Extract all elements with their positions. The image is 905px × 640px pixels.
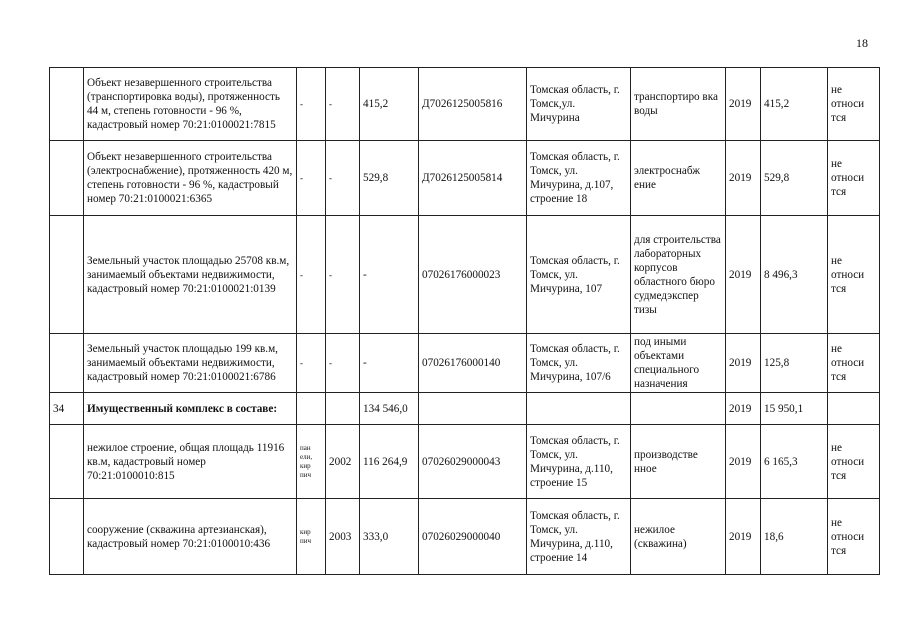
status [828,393,880,425]
registry-number: 07026029000043 [419,425,527,499]
purpose: для строительства лабораторных корпусов областного бюро судмедэкспер тизы [631,216,726,334]
wall-material: - [297,334,326,393]
address: Томская область, г. Томск, ул. Мичурина, д.110, строение 15 [527,425,631,499]
build-year: 2002 [326,425,360,499]
purpose [631,393,726,425]
value: 6 165,3 [761,425,828,499]
wall-material: - [297,216,326,334]
build-year: 2003 [326,499,360,575]
area: 333,0 [360,499,419,575]
purpose: транспортиро вка воды [631,68,726,141]
address [527,393,631,425]
build-year: - [326,141,360,216]
area: - [360,334,419,393]
address: Томская область, г. Томск, ул. Мичурина, 107/6 [527,334,631,393]
status: не относи тся [828,216,880,334]
purpose: нежилое (скважина) [631,499,726,575]
date: 2019 [726,499,761,575]
value: 415,2 [761,68,828,141]
registry-number: 07026176000140 [419,334,527,393]
address: Томская область, г. Томск, ул. Мичурина, д.107, строение 18 [527,141,631,216]
wall-material: пан ели, кир пич [297,425,326,499]
wall-material: - [297,68,326,141]
object-description: Объект незавершенного строительства (электроснабжение), протяженность 420 м, степень готовности - 96 %, кадастровый номер 70:21:0100021:6365 [84,141,297,216]
row-number [50,68,84,141]
table-row [50,334,880,393]
area: 116 264,9 [360,425,419,499]
purpose: под иными объектами специального назначения [631,334,726,393]
registry-number: Д7026125005814 [419,141,527,216]
wall-material: - [297,141,326,216]
build-year [326,393,360,425]
area: 134 546,0 [360,393,419,425]
value: 125,8 [761,334,828,393]
date: 2019 [726,216,761,334]
build-year: - [326,334,360,393]
value: 18,6 [761,499,828,575]
status: не относи тся [828,499,880,575]
object-description: нежилое строение, общая площадь 11916 кв.м, кадастровый номер 70:21:0100010:815 [84,425,297,499]
date: 2019 [726,393,761,425]
status: не относи тся [828,425,880,499]
date: 2019 [726,141,761,216]
address: Томская область, г. Томск, ул. Мичурина, 107 [527,216,631,334]
wall-material: кир пич [297,499,326,575]
row-number [50,216,84,334]
registry-number: 07026176000023 [419,216,527,334]
registry-number [419,393,527,425]
table-row [50,499,880,575]
object-description: Земельный участок площадью 25708 кв.м, занимаемый объектами недвижимости, кадастровый номер 70:21:0100021:0139 [84,216,297,334]
table-row [50,216,880,334]
date: 2019 [726,425,761,499]
registry-number: 07026029000040 [419,499,527,575]
status: не относи тся [828,68,880,141]
page-number: 18 [856,36,868,50]
object-description: Земельный участок площадью 199 кв.м, занимаемый объектами недвижимости, кадастровый номер 70:21:0100021:6786 [84,334,297,393]
date: 2019 [726,68,761,141]
wall-material [297,393,326,425]
value: 529,8 [761,141,828,216]
row-number [50,499,84,575]
build-year: - [326,216,360,334]
row-number [50,141,84,216]
object-description: Имущественный комплекс в составе: [84,393,297,425]
area: 529,8 [360,141,419,216]
table-row [50,68,880,141]
status: не относи тся [828,334,880,393]
row-number [50,425,84,499]
area: - [360,216,419,334]
purpose: производстве нное [631,425,726,499]
value: 15 950,1 [761,393,828,425]
address: Томская область, г. Томск,ул. Мичурина [527,68,631,141]
table-row [50,393,880,425]
property-register-table [49,67,880,575]
address: Томская область, г. Томск, ул. Мичурина, д.110, строение 14 [527,499,631,575]
value: 8 496,3 [761,216,828,334]
table-row [50,141,880,216]
row-number: 34 [50,393,84,425]
date: 2019 [726,334,761,393]
status: не относи тся [828,141,880,216]
table-row [50,425,880,499]
build-year: - [326,68,360,141]
purpose: электроснабж ение [631,141,726,216]
object-description: Объект незавершенного строительства (транспортировка воды), протяженность 44 м, степень готовности - 96 %, кадастровый номер 70:21:0100021:7815 [84,68,297,141]
object-description: сооружение (скважина артезианская), кадастровый номер 70:21:0100010:436 [84,499,297,575]
row-number [50,334,84,393]
area: 415,2 [360,68,419,141]
registry-number: Д7026125005816 [419,68,527,141]
